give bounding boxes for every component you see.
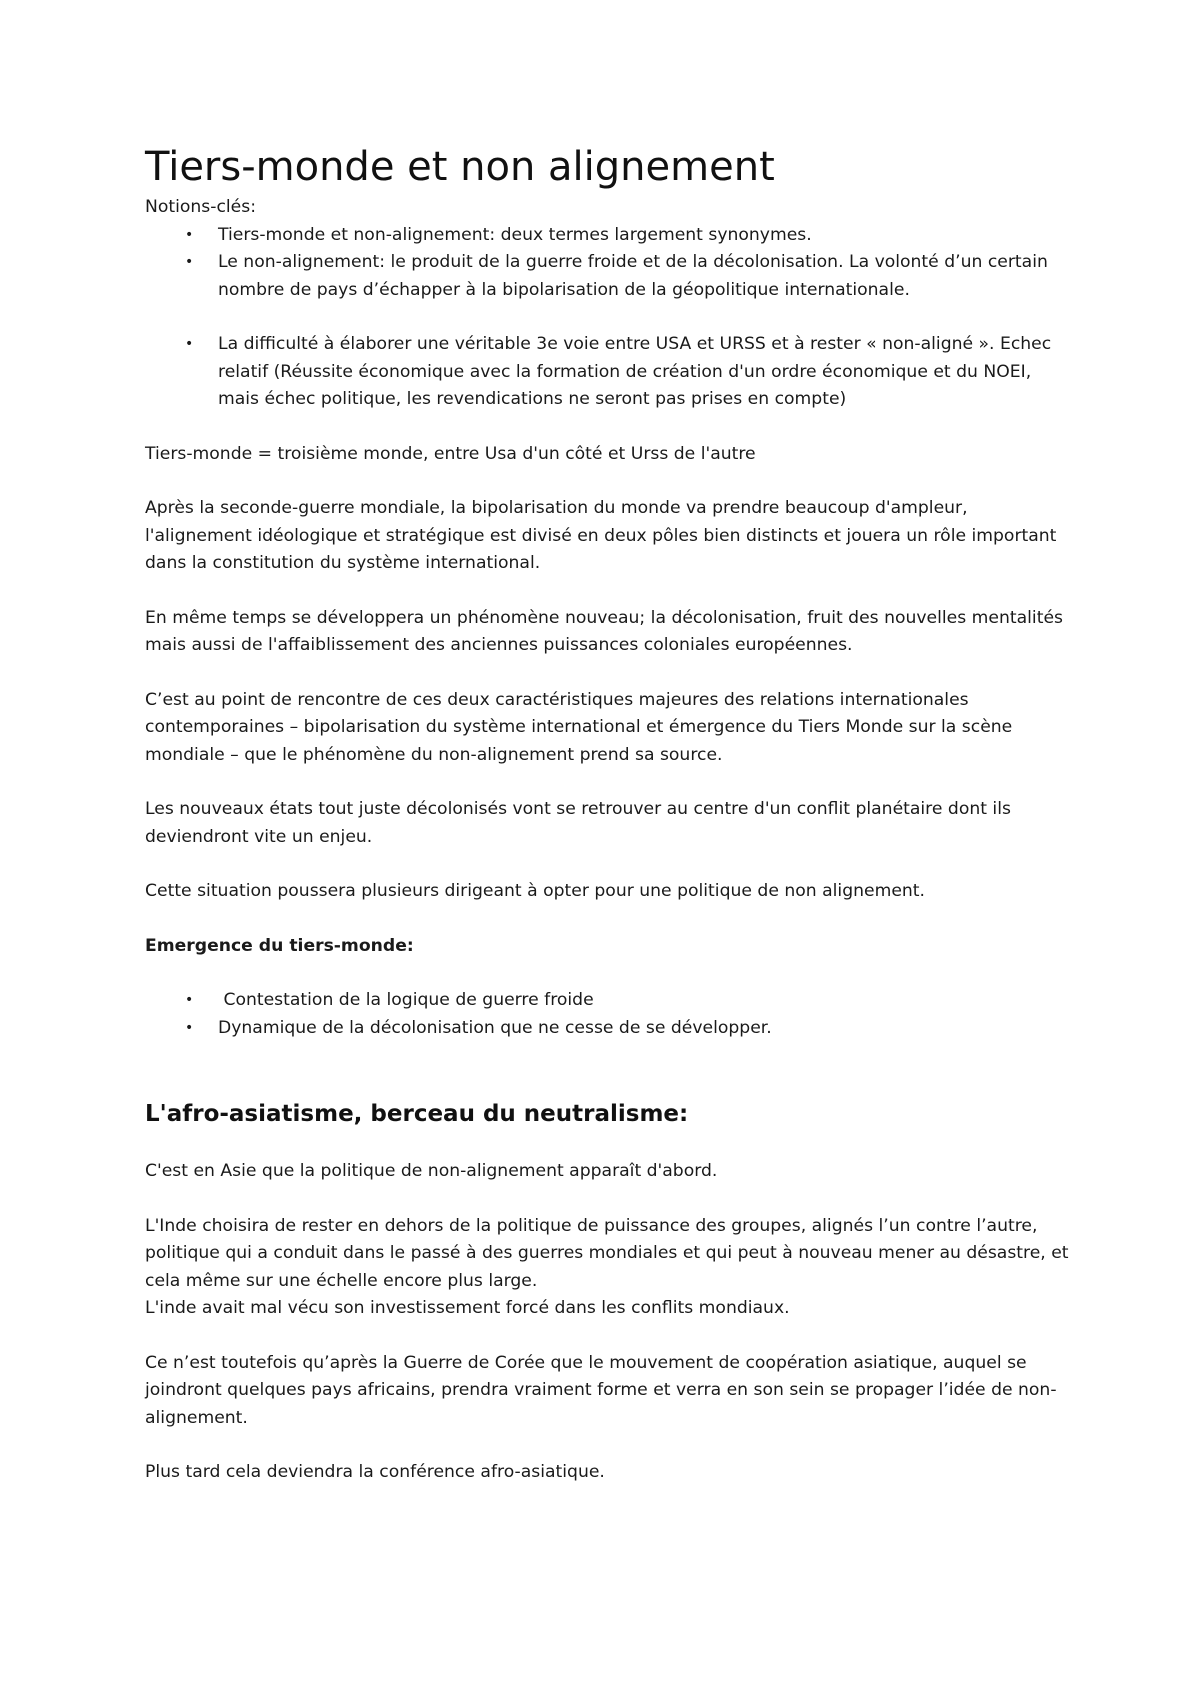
- list-item: [145, 987, 1075, 1015]
- paragraph: Les nouveaux états tout juste décolonisés vont se retrouver au centre d'un conflit planétaire dont ils deviendront vite un enjeu.: [145, 799, 1011, 847]
- bullet-icon: •: [185, 226, 194, 243]
- bullet-icon: •: [185, 336, 194, 352]
- list-item-text: Contestation de la logique de guerre froide: [218, 990, 594, 1010]
- bullet-icon: •: [185, 992, 194, 1008]
- document-page: [145, 138, 1075, 1487]
- notions-list: [145, 222, 1075, 414]
- paragraph: C'est en Asie que la politique de non-alignement apparaît d'abord.: [145, 1161, 718, 1181]
- paragraph: Après la seconde-guerre mondiale, la bipolarisation du monde va prendre beaucoup d'ampleur, l'alignement idéologique et stratégique est divisé en deux pôles bien distincts et jouera un rôle important dans la constitution du système international.: [145, 498, 1057, 573]
- paragraph: C’est au point de rencontre de ces deux caractéristiques majeures des relations internationales contemporaines – bipolarisation du système international et émergence du Tiers Monde sur la scène mondiale – que le phénomène du non-alignement prend sa source.: [145, 689, 1013, 765]
- emergence-label: Emergence du tiers-monde:: [145, 935, 414, 956]
- list-item-text: Tiers-monde et non-alignement: deux termes largement synonymes.: [218, 224, 812, 245]
- list-item: [145, 222, 1075, 250]
- list-item: [145, 331, 1075, 414]
- list-item-text: Le non-alignement: le produit de la guerre froide et de la décolonisation. La volonté d’un certain nombre de pays d’échapper à la bipolarisation de la géopolitique internationale.: [218, 252, 1048, 300]
- paragraph: L'Inde choisira de rester en dehors de la politique de puissance des groupes, alignés l’un contre l’autre, politique qui a conduit dans le passé à des guerres mondiales et qui peut à nouveau mener au désastre, et cela même sur une échelle encore plus large.: [145, 1215, 1069, 1291]
- paragraph: En même temps se développera un phénomène nouveau; la décolonisation, fruit des nouvelles mentalités mais aussi de l'affaiblissement des anciennes puissances coloniales européennes.: [145, 607, 1063, 655]
- list-item: [145, 1015, 1075, 1043]
- bullet-icon: •: [185, 1019, 194, 1036]
- paragraph: Ce n’est toutefois qu’après la Guerre de Corée que le mouvement de coopération asiatique, auquel se joindront quelques pays africains, prendra vraiment forme et verra en son sein se propager l’idée de non-alignement.: [145, 1352, 1057, 1428]
- paragraph: Cette situation poussera plusieurs dirigeant à opter pour une politique de non alignement.: [145, 881, 925, 901]
- paragraph: Plus tard cela deviendra la conférence afro-asiatique.: [145, 1462, 605, 1482]
- list-item-text: Dynamique de la décolonisation que ne cesse de se développer.: [218, 1017, 772, 1038]
- bullet-icon: •: [185, 254, 194, 270]
- section-heading: L'afro-asiatisme, berceau du neutralisme:: [145, 1101, 689, 1127]
- notions-label: Notions-clés:: [145, 197, 256, 217]
- page-title: Tiers-monde et non alignement: [145, 144, 775, 190]
- list-item: [145, 249, 1075, 304]
- list-item-text: La difficulté à élaborer une véritable 3e voie entre USA et URSS et à rester « non-aligné ». Echec relatif (Réussite économique avec la formation de création d'un ordre économique et du NOEI, mais échec politique, les revendications ne seront pas prises en compte): [218, 334, 1052, 409]
- paragraph: L'inde avait mal vécu son investissement forcé dans les conflits mondiaux.: [145, 1298, 790, 1318]
- emergence-list: [145, 987, 1075, 1042]
- paragraph: Tiers-monde = troisième monde, entre Usa d'un côté et Urss de l'autre: [145, 443, 756, 464]
